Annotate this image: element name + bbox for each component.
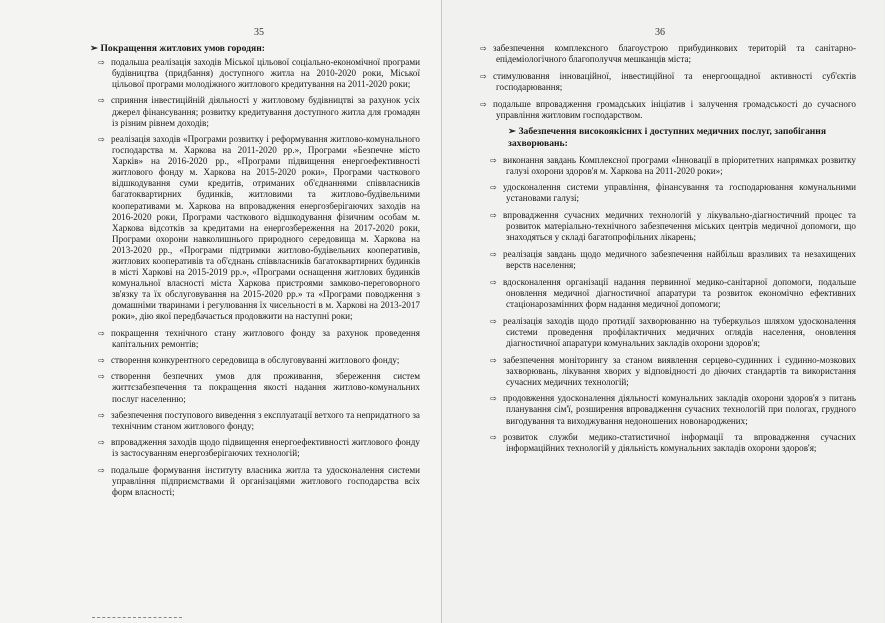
page-number: 36 bbox=[655, 27, 665, 38]
list-item bbox=[490, 249, 856, 271]
list-item-text: стимулювання інноваційної, інвестиційної та енергоощадної активності суб'єктів господарювання; bbox=[493, 70, 856, 92]
arrow-icon: ⇨ bbox=[480, 99, 487, 109]
list-item-text: реалізація заходів «Програми розвитку і реформування житлово-комунального господарства м. Харкова на 2011-2020 рр.», Програми «Безпечне місто Харків» на 2016-2020 рр., «Програми підвищення енергоефективності житлового фонду м. Харкова на 2015-2020 роки», Програми часткового відшкодування суми кредитів, отриманих об'єднаннями співвласників багатоквартирних будинків, житловими та житлово-будівельними кооперативами м. Харкова на впровадження енергозберігаючих заходів на 2016-2020 роки, Програми часткового відшкодування фізичним особам м. Харкова відсотків за кредитами на енергозбереження на 2017-2020 роки, Програми охорони навколишнього природного середовища м. Харкова на 2013-2020 рр., «Програми підтримки житлово-будівельних кооперативів, житлових кооперативів та об'єднань співвласників багатоквартирних будинків в місті Харкові на 2015-2019 рр.», «Програми оснащення житлових будинків комунальної власності міста Харкова пристроями замково-переговорного зв'язку та їх обслуговування на 2015-2020 рр.» та «Програми поводження з домашніми тваринами і регулювання їх чисельності в м. Харкові на 2013-2017 роки», дію якої передбачається продовжити на наступні роки; bbox=[111, 133, 420, 322]
list-item-text: створення безпечних умов для проживання, збереження систем життєзабезпечення та покращення якості надання житлово-комунальних послуг населенню; bbox=[111, 371, 420, 404]
arrow-icon: ⇨ bbox=[490, 249, 497, 259]
list-item bbox=[98, 437, 420, 459]
arrow-icon: ⇨ bbox=[98, 465, 105, 475]
arrow-icon: ⇨ bbox=[98, 328, 105, 338]
right-content bbox=[480, 43, 856, 460]
list-item bbox=[490, 155, 856, 177]
arrow-icon: ⇨ bbox=[98, 372, 105, 382]
list-item bbox=[490, 316, 856, 349]
section-heading-text: Покращення житлових умов городян: bbox=[100, 43, 265, 54]
arrow-icon: ➢ bbox=[508, 126, 517, 138]
list-item bbox=[490, 210, 856, 243]
list-item bbox=[490, 355, 856, 388]
list-item bbox=[98, 134, 420, 323]
arrow-icon: ⇨ bbox=[490, 211, 497, 221]
page-right bbox=[442, 0, 884, 623]
list-item bbox=[480, 71, 856, 93]
arrow-icon: ⇨ bbox=[490, 183, 497, 193]
list-item bbox=[98, 355, 420, 366]
list-item-text: покращення технічного стану житлового фонду за рахунок проведення капітальних ремонтів; bbox=[111, 327, 420, 349]
arrow-icon: ⇨ bbox=[490, 155, 497, 165]
list-item-text: впровадження заходів щодо підвищення енергоефективності житлового фонду із застосуванням енергозберігаючих технологій; bbox=[111, 437, 420, 459]
arrow-icon: ⇨ bbox=[98, 134, 105, 144]
list-item-text: продовження удосконалення діяльності комунальних закладів охорони здоров'я з питань планування сім'ї, розширення впровадження сучасних технологій при пологах, грудного вигодування та виходжування недоношених новонароджених; bbox=[503, 393, 856, 426]
list-item-text: подальше впровадження громадських ініціатив і залучення громадськості до сучасного управління житловим господарством. bbox=[493, 98, 856, 120]
list-item-text: забезпечення комплексного благоустрою прибудинкових територій та санітарно-епідеміологічного благополуччя мешканців міста; bbox=[493, 43, 856, 65]
item-list bbox=[480, 155, 856, 455]
list-item-text: реалізація завдань щодо медичного забезпечення найбільш вразливих та незахищених верств населення; bbox=[503, 248, 856, 271]
list-item-text: виконання завдань Комплексної програми «Інновації в пріоритетних напрямках розвитку галузі охорони здоров'я м. Харкова на 2011-2020 роки»; bbox=[503, 154, 856, 176]
list-item-text: удосконалення системи управління, фінансування та господарювання комунальними установами галузі; bbox=[503, 182, 856, 204]
list-item-text: створення конкурентного середовища в обслуговуванні житлового фонду; bbox=[111, 355, 400, 366]
section-heading-text: Забезпечення високоякісних і доступних медичних послуг, запобігання захворювань: bbox=[508, 126, 827, 149]
arrow-icon: ⇨ bbox=[98, 356, 105, 366]
list-item-text: сприяння інвестиційній діяльності у житловому будівництві за рахунок усіх джерел фінансування; розвитку кредитування доступного житла для громадян із різним рівнем доходів; bbox=[111, 95, 420, 128]
list-item-text: вдосконалення організації надання первинної медико-санітарної допомоги, подальше оновлення медичної діагностичної апаратури та розвиток економічно ефективних стаціонарозамінних форм надання медичної допомоги; bbox=[503, 276, 856, 309]
page-left bbox=[0, 0, 442, 623]
arrow-icon: ⇨ bbox=[490, 394, 497, 404]
list-item bbox=[480, 99, 856, 121]
list-item bbox=[490, 432, 856, 454]
list-item-text: реалізація заходів щодо протидії захворюванню на туберкульоз шляхом удосконалення системи проведення профілактичних медичних оглядів населення, оновлення діагностичної апаратури комунальних закладів охорони здоров'я; bbox=[503, 315, 856, 348]
arrow-icon: ⇨ bbox=[480, 71, 487, 81]
list-item bbox=[490, 182, 856, 204]
arrow-icon: ⇨ bbox=[490, 277, 497, 287]
divider bbox=[92, 617, 182, 619]
list-item bbox=[98, 95, 420, 128]
list-item bbox=[98, 465, 420, 498]
section-heading bbox=[480, 126, 884, 149]
list-item bbox=[490, 277, 856, 310]
list-item bbox=[490, 393, 856, 426]
list-item bbox=[98, 410, 420, 432]
arrow-icon: ⇨ bbox=[98, 410, 105, 420]
arrow-icon: ⇨ bbox=[490, 316, 497, 326]
list-item bbox=[98, 57, 420, 90]
list-item-text: подальше формування інституту власника житла та удосконалення системи управління підприємствами й організаціями житлового господарства всіх форм власності; bbox=[111, 464, 420, 497]
list-item-text: забезпечення поступового виведення з експлуатації ветхого та непридатного за технічним станом житлового фонду; bbox=[111, 409, 420, 431]
arrow-icon: ⇨ bbox=[490, 433, 497, 443]
list-item-text: подальша реалізація заходів Міської цільової соціально-економічної програми будівництва (придбання) доступного житла на 2010-2020 роки, Міської цільової програми молодіжного житлового кредитування на 2011-2020 роки; bbox=[111, 57, 420, 90]
item-list bbox=[98, 57, 420, 503]
arrow-icon: ⇨ bbox=[480, 44, 487, 53]
list-item bbox=[98, 371, 420, 404]
section-heading bbox=[90, 43, 420, 55]
list-item-text: впровадження сучасних медичних технологій у лікувально-діагностичний процес та розвиток матеріально-технічного забезпечення міських центрів медичної допомоги, що знаходяться у складі багатопрофільних лікарень; bbox=[503, 210, 856, 243]
item-list bbox=[480, 43, 856, 121]
arrow-icon: ➢ bbox=[90, 43, 99, 54]
arrow-icon: ⇨ bbox=[98, 96, 105, 106]
list-item bbox=[98, 328, 420, 350]
page-number: 35 bbox=[254, 27, 264, 38]
list-item bbox=[480, 43, 856, 65]
arrow-icon: ⇨ bbox=[490, 355, 497, 365]
arrow-icon: ⇨ bbox=[98, 438, 105, 448]
list-item-text: забезпечення моніторингу за станом виявлення серцево-судинних і судинно-мозкових захворювань, лікування хворих у відповідності до діючих стандартів та використання сучасних медичних технологій; bbox=[503, 354, 856, 387]
arrow-icon: ⇨ bbox=[98, 58, 105, 67]
list-item-text: розвиток служби медико-статистичної інформації та впровадження сучасних інформаційних технологій у діяльність комунальних закладів охорони здоров'я; bbox=[503, 432, 856, 454]
